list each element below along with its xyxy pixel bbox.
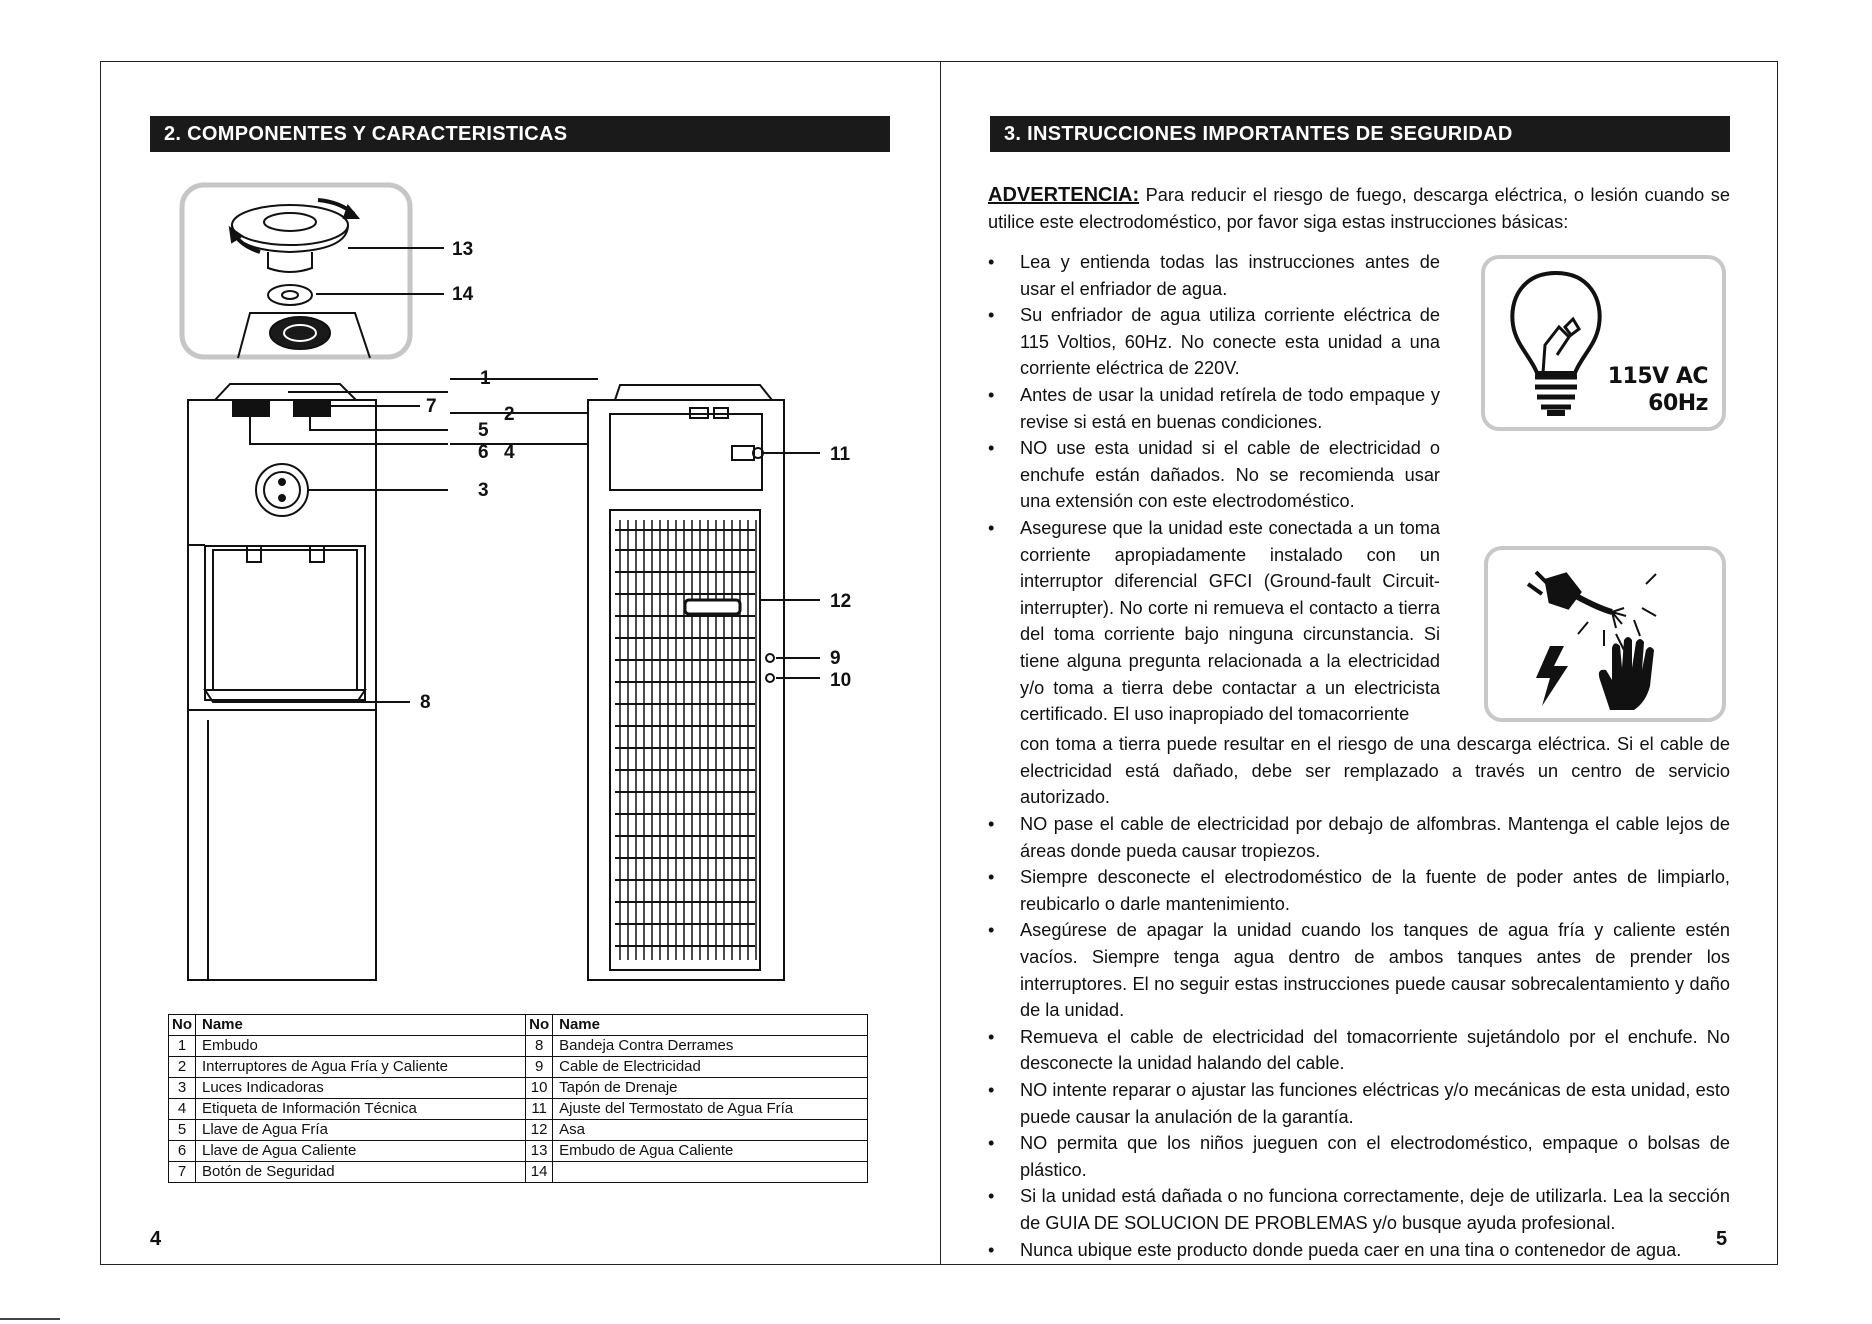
callout-4: 4 [504, 442, 515, 463]
parts-table-header [169, 1015, 868, 1036]
part-number: 11 [526, 1099, 553, 1120]
electrical-hazard-box [1484, 546, 1726, 722]
list-item: • Remueva el cable de electricidad del tomacorriente sujetándolo por el enchufe. No desconecte la unidad halando del cable. [988, 1024, 1730, 1077]
header-name: Name [196, 1015, 526, 1036]
callout-8: 8 [420, 692, 431, 713]
callout-13: 13 [452, 239, 474, 260]
section-title-safety: 3. INSTRUCCIONES IMPORTANTES DE SEGURIDAD [990, 116, 1730, 152]
part-name: Luces Indicadoras [196, 1078, 526, 1099]
list-item: • Asegúrese de apagar la unidad cuando los tanques de agua fría y caliente estén vacíos. Siempre tenga agua dentro de ambos tanques antes de prender los interruptores. El no seguir estas instrucciones puede causar sobrecalentamiento y daño de la unidad. [988, 917, 1730, 1023]
list-item: • Nunca ubique este producto donde pueda caer en una tina o contenedor de agua. [988, 1237, 1730, 1264]
part-name: Asa [553, 1120, 868, 1141]
condenser-coil [620, 520, 756, 960]
part-name: Tapón de Drenaje [553, 1078, 868, 1099]
part-number: 10 [526, 1078, 553, 1099]
part-name: Embudo [196, 1036, 526, 1057]
part-number: 6 [169, 1141, 196, 1162]
callout-12: 12 [830, 591, 852, 612]
safety-list-top [988, 249, 1440, 728]
callout-14: 14 [452, 284, 474, 305]
header-no: No [526, 1015, 553, 1036]
cooler-rear-view [438, 180, 820, 980]
water-cooler-diagram [150, 180, 890, 1000]
part-number: 2 [169, 1057, 196, 1078]
header-no: No [169, 1015, 196, 1036]
voltage-warning-box [1481, 255, 1726, 431]
part-number: 8 [526, 1036, 553, 1057]
list-item: • Asegurese que la unidad este conectada a un toma corriente apropiadamente instalado con un interruptor diferencial GFCI (Ground-fault Circuit-interrupter). No corte ni remueva el contacto a tierra del toma corriente bajo ninguna circunstancia. Si tiene alguna pregunta relacionada a la electricidad y/o toma a tierra debe contactar a un electricista certificado. El uso inapropiado del tomacorriente [988, 515, 1440, 728]
table-row [169, 1078, 868, 1099]
table-row [169, 1162, 868, 1183]
list-item: • Siempre desconecte el electrodoméstico de la fuente de poder antes de limpiarlo, reubicarlo o darle mantenimiento. [988, 864, 1730, 917]
hot-water-funnel-inset [182, 185, 444, 358]
safety-list-bottom [988, 811, 1730, 1263]
table-row [169, 1141, 868, 1162]
page-number-right: 5 [1716, 1228, 1728, 1250]
list-item: • NO intente reparar o ajustar las funciones eléctricas y/o mecánicas de esta unidad, esto puede causar la anulación de la garantía. [988, 1077, 1730, 1130]
list-item: • Lea y entienda todas las instrucciones antes de usar el enfriador de agua. [988, 249, 1440, 302]
table-row [169, 1057, 868, 1078]
part-number: 13 [526, 1141, 553, 1162]
part-name: Etiqueta de Información Técnica [196, 1099, 526, 1120]
list-item: • NO pase el cable de electricidad por debajo de alfombras. Mantenga el cable lejos de áreas donde pueda causar tropiezos. [988, 811, 1730, 864]
parts-table [168, 1014, 868, 1183]
callout-5: 5 [478, 420, 489, 441]
cooler-front-view [188, 384, 448, 980]
warning-text: Para reducir el riesgo de fuego, descarga eléctrica, o lesión cuando se utilice este electrodoméstico, por favor siga estas instrucciones básicas: [988, 185, 1730, 232]
part-name: Bandeja Contra Derrames [553, 1036, 868, 1057]
table-row [169, 1120, 868, 1141]
part-name: Llave de Agua Fría [196, 1120, 526, 1141]
callout-11: 11 [830, 444, 851, 465]
part-name: Botón de Seguridad [196, 1162, 526, 1183]
header-name: Name [553, 1015, 868, 1036]
part-number: 7 [169, 1162, 196, 1183]
footer-mark [0, 1318, 60, 1320]
list-item: • Su enfriador de agua utiliza corriente eléctrica de 115 Voltios, 60Hz. No conecte esta unidad a una corriente eléctrica de 220V. [988, 302, 1440, 382]
part-number: 3 [169, 1078, 196, 1099]
part-number: 1 [169, 1036, 196, 1057]
lightning-bolt-icon [1536, 646, 1568, 706]
warning-paragraph [988, 182, 1730, 235]
table-row [169, 1099, 868, 1120]
stop-hand-icon [1599, 637, 1654, 710]
page-spine [940, 61, 941, 1265]
list-item: • Si la unidad está dañada o no funciona correctamente, deje de utilizarla. Lea la sección de GUIA DE SOLUCION DE PROBLEMAS y/o busque ayuda profesional. [988, 1183, 1730, 1236]
part-name: Embudo de Agua Caliente [553, 1141, 868, 1162]
part-name: Interruptores de Agua Fría y Caliente [196, 1057, 526, 1078]
part-name: Cable de Electricidad [553, 1057, 868, 1078]
warning-label: ADVERTENCIA: [988, 184, 1140, 206]
frequency-label: 60Hz [1648, 391, 1708, 416]
part-number: 9 [526, 1057, 553, 1078]
callout-2: 2 [504, 404, 515, 425]
callout-1: 1 [480, 368, 491, 389]
part-name [553, 1162, 868, 1183]
light-bulb-icon [1501, 265, 1611, 425]
callout-7: 7 [426, 396, 437, 417]
voltage-label: 115V AC [1607, 364, 1708, 389]
part-number: 4 [169, 1099, 196, 1120]
part-number: 14 [526, 1162, 553, 1183]
part-name: Llave de Agua Caliente [196, 1141, 526, 1162]
list-item: • Antes de usar la unidad retírela de todo empaque y revise si está en buenas condiciones. [988, 382, 1440, 435]
electric-plug-hazard-icon [1488, 550, 1722, 718]
page-number-left: 4 [150, 1228, 162, 1250]
part-number: 5 [169, 1120, 196, 1141]
section-title-components: 2. COMPONENTES Y CARACTERISTICAS [150, 116, 890, 152]
table-row [169, 1036, 868, 1057]
list-item: • NO permita que los niños jueguen con el electrodoméstico, empaque o bolsas de plástico. [988, 1130, 1730, 1183]
list-item: • NO use esta unidad si el cable de electricidad o enchufe están dañados. No se recomienda usar una extensión con este electrodoméstico. [988, 435, 1440, 515]
list-item-continuation: con toma a tierra puede resultar en el riesgo de una descarga eléctrica. Si el cable de electricidad está dañado, debe ser remplazado a través un centro de servicio autorizado. [1020, 734, 1730, 808]
part-name: Ajuste del Termostato de Agua Fría [553, 1099, 868, 1120]
part-number: 12 [526, 1120, 553, 1141]
callout-10: 10 [830, 670, 852, 691]
callout-9: 9 [830, 648, 841, 669]
callout-6: 6 [478, 442, 489, 463]
callout-3: 3 [478, 480, 489, 501]
